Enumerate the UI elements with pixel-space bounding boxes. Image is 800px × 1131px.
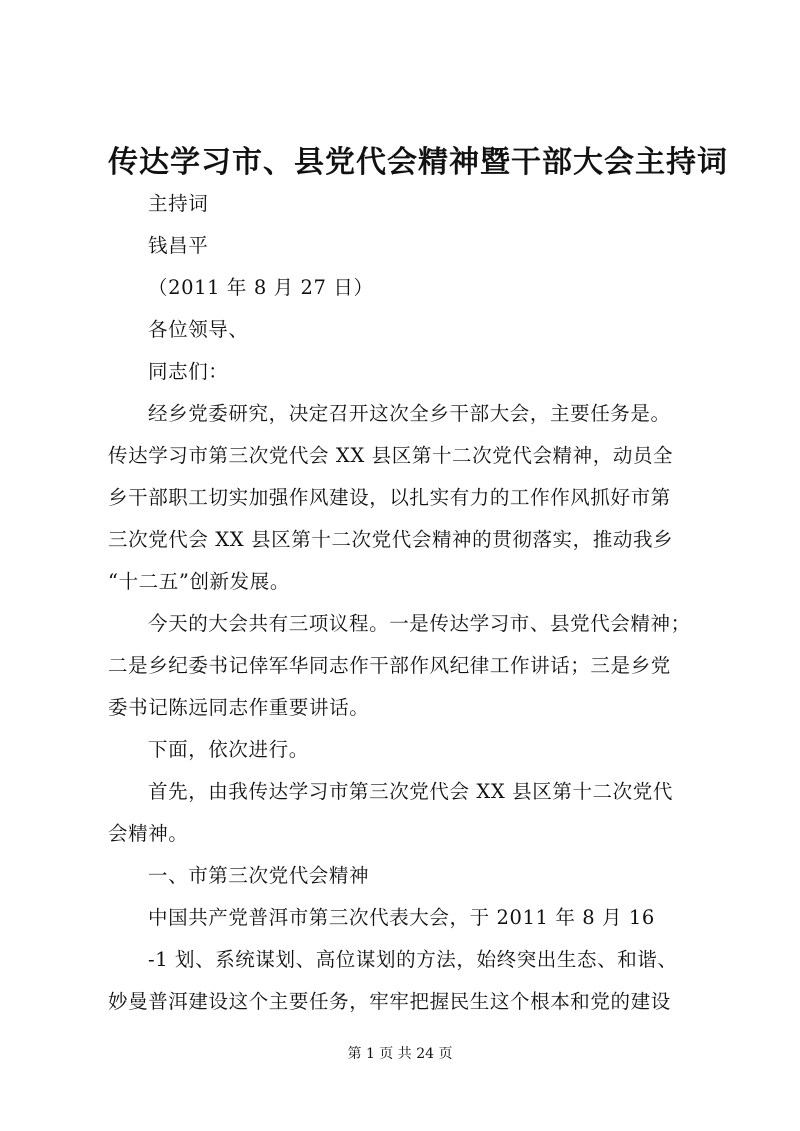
body-line: 各位领导、 [148, 318, 249, 341]
page-footer: 第 1 页 共 24 页 [347, 1046, 453, 1062]
body-line: “十二五”创新发展。 [108, 570, 290, 593]
body-line: 妙曼普洱建设这个主要任务，牢牢把握民生这个根本和党的建设 [108, 990, 671, 1013]
body-line: 乡干部职工切实加强作风建设，以扎实有力的工作作风抓好市第 [108, 486, 671, 509]
body-line: 一、市第三次党代会精神 [148, 864, 370, 887]
body-line: 中国共产党普洱市第三次代表大会，于 2011 年 8 月 16 [148, 906, 655, 929]
body-line: 二是乡纪委书记倖军华同志作干部作风纪律工作讲话；三是乡党 [108, 654, 671, 677]
body-line: 今天的大会共有三项议程。一是传达学习市、县党代会精神； [148, 612, 691, 635]
body-line: 传达学习市第三次党代会 XX 县区第十二次党代会精神，动员全 [108, 444, 674, 467]
body-line: 三次党代会 XX 县区第十二次党代会精神的贯彻落实，推动我乡 [108, 528, 674, 551]
body-line: -1 划、系统谋划、高位谋划的方法，始终突出生态、和谐、 [148, 948, 678, 971]
body-line: 委书记陈远同志作重要讲话。 [108, 696, 370, 719]
body-line: 主持词 [148, 192, 209, 215]
body-line: 同志们： [148, 360, 229, 383]
document-title: 传达学习市、县党代会精神暨干部大会主持词 [108, 145, 728, 180]
body-line: 下面，依次进行。 [148, 738, 309, 761]
body-line: 钱昌平 [148, 234, 209, 257]
body-line: 经乡党委研究，决定召开这次全乡干部大会，主要任务是。 [148, 402, 671, 425]
body-line: （2011 年 8 月 27 日） [148, 276, 374, 299]
body-line: 会精神。 [108, 822, 189, 845]
body-line: 首先，由我传达学习市第三次党代会 XX 县区第十二次党代 [148, 780, 673, 803]
